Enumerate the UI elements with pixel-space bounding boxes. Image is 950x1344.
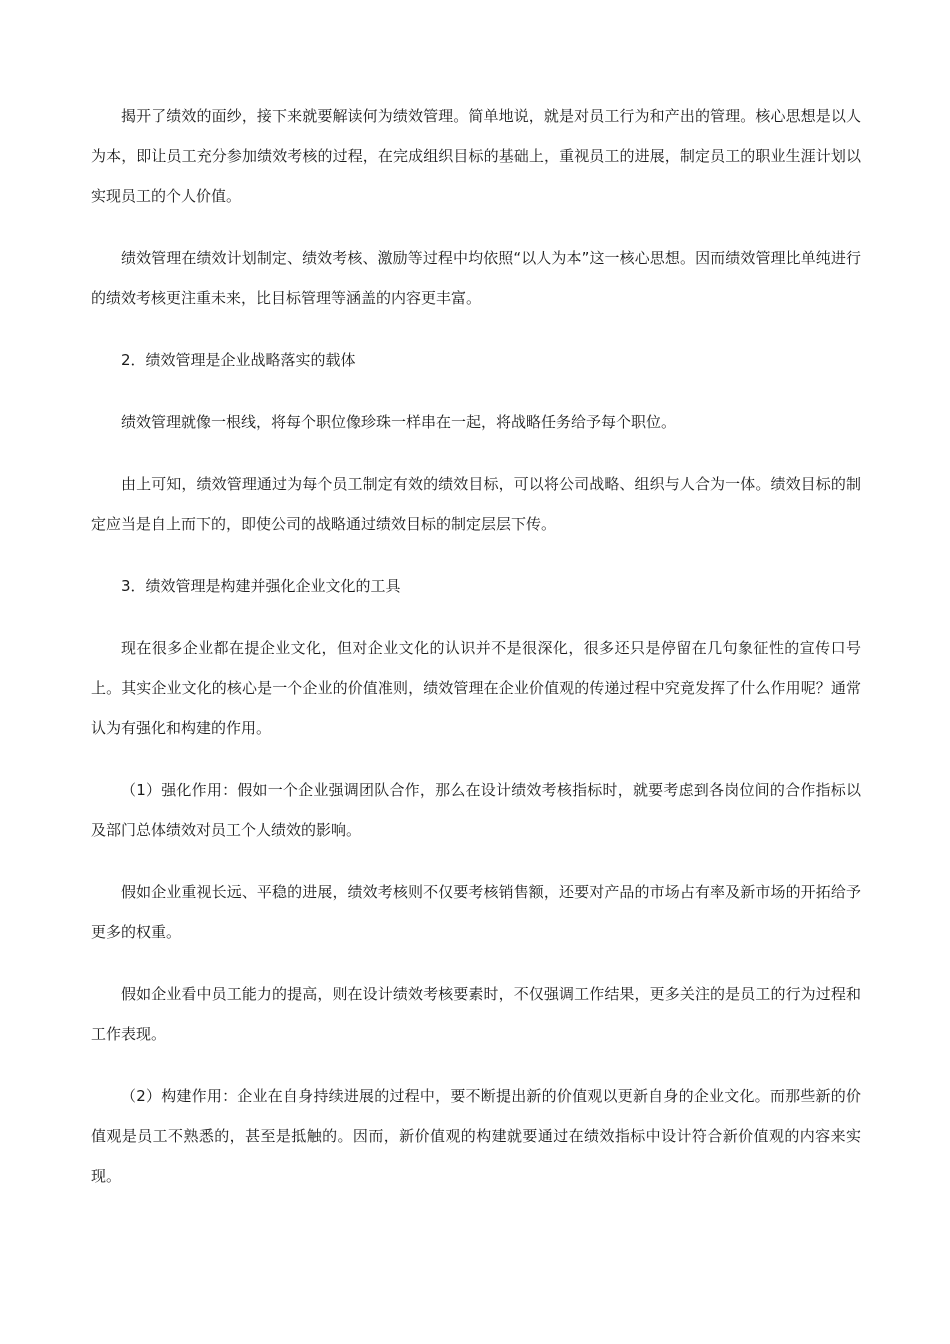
paragraph-people-oriented: 绩效管理在绩效计划制定、绩效考核、激励等过程中均依照“以人为本”这一核心思想。因而绩效管理比单纯进行的绩效考核更注重未来，比目标管理等涵盖的内容更丰富。 bbox=[91, 249, 861, 307]
section-heading-3: 3．绩效管理是构建并强化企业文化的工具 bbox=[121, 577, 401, 595]
section-heading-2: 2．绩效管理是企业战略落实的载体 bbox=[121, 351, 356, 369]
paragraph-performance-management-definition: 揭开了绩效的面纱，接下来就要解读何为绩效管理。简单地说，就是对员工行为和产出的管理。核心思想是以人为本，即让员工充分参加绩效考核的过程，在完成组织目标的基础上，重视员工的进展，制定员工的职业生涯计划以实现员工的个人价值。 bbox=[91, 107, 861, 205]
paragraph-long-term-development: 假如企业重视长远、平稳的进展，绩效考核则不仅要考核销售额，还要对产品的市场占有率及新市场的开拓给予更多的权重。 bbox=[91, 883, 861, 941]
paragraph-constructing-role: （2）构建作用：企业在自身持续进展的过程中，要不断提出新的价值观以更新自身的企业文化。而那些新的价值观是员工不熟悉的，甚至是抵触的。因而，新价值观的构建就要通过在绩效指标中设计符合新价值观的内容来实现。 bbox=[91, 1087, 861, 1185]
paragraph-strategy-integration: 由上可知，绩效管理通过为每个员工制定有效的绩效目标，可以将公司战略、组织与人合为一体。绩效目标的制定应当是自上而下的，即使公司的战略通过绩效目标的制定层层下传。 bbox=[91, 475, 861, 533]
paragraph-employee-capability: 假如企业看中员工能力的提高，则在设计绩效考核要素时，不仅强调工作结果，更多关注的是员工的行为过程和工作表现。 bbox=[91, 985, 861, 1043]
paragraph-thread-metaphor: 绩效管理就像一根线，将每个职位像珍珠一样串在一起，将战略任务给予每个职位。 bbox=[121, 413, 677, 431]
paragraph-corporate-culture: 现在很多企业都在提企业文化，但对企业文化的认识并不是很深化，很多还只是停留在几句象征性的宣传口号上。其实企业文化的核心是一个企业的价值准则，绩效管理在企业价值观的传递过程中究竟发挥了什么作用呢？通常认为有强化和构建的作用。 bbox=[91, 639, 861, 737]
document-body bbox=[91, 96, 861, 1218]
paragraph-reinforcing-role: （1）强化作用：假如一个企业强调团队合作，那么在设计绩效考核指标时，就要考虑到各岗位间的合作指标以及部门总体绩效对员工个人绩效的影响。 bbox=[91, 781, 861, 839]
